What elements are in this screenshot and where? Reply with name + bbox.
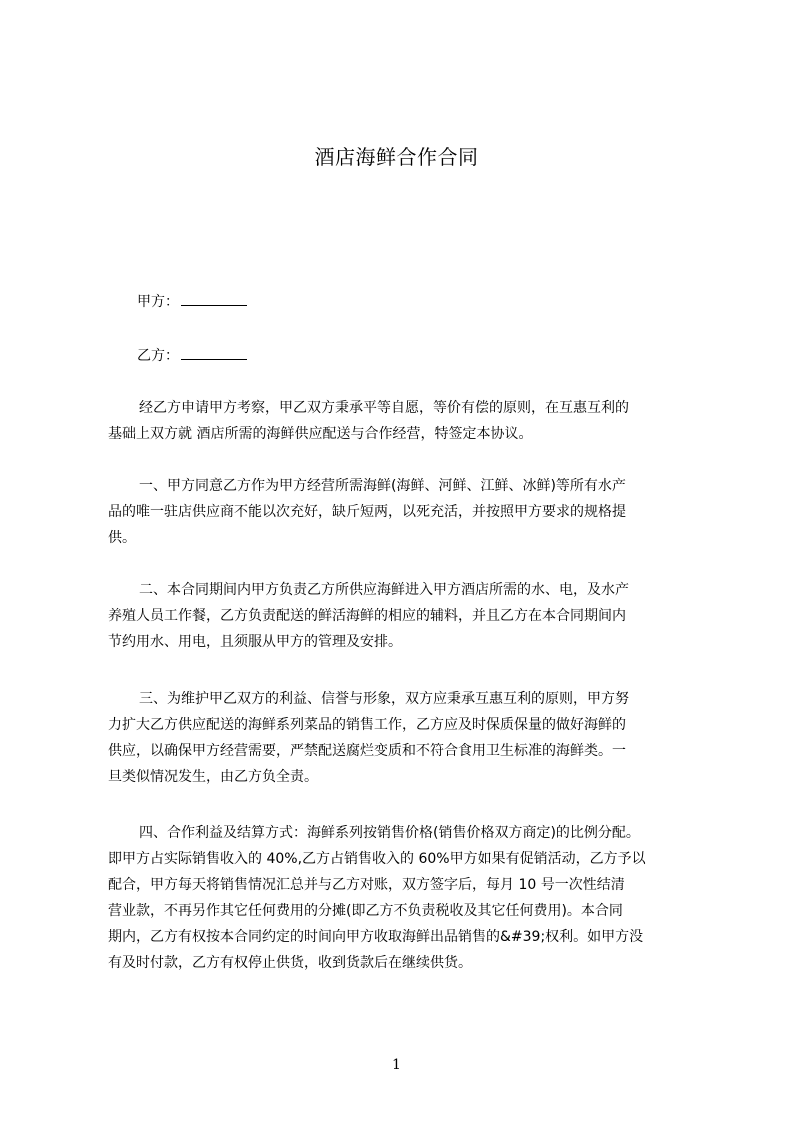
paragraph-line: 即甲方占实际销售收入的 40%,乙方占销售收入的 60%甲方如果有促销活动，乙方予以 xyxy=(108,851,646,867)
paragraph-line: 一、甲方同意乙方作为甲方经营所需海鲜(海鲜、河鲜、江鲜、冰鲜)等所有水产 xyxy=(139,478,626,494)
paragraph-line: 供。 xyxy=(108,530,136,546)
paragraph-clause-4 xyxy=(108,820,700,976)
paragraph-line: 配合，甲方每天将销售情况汇总并与乙方对账，双方签字后，每月 10 号一次性结清 xyxy=(108,877,625,893)
paragraph-line: 养殖人员工作餐，乙方负责配送的鲜活海鲜的相应的辅料，并且乙方在本合同期间内 xyxy=(108,608,626,624)
party-a-label: 甲方： xyxy=(137,294,179,310)
paragraph-line: 二、本合同期间内甲方负责乙方所供应海鲜进入甲方酒店所需的水、电，及水产 xyxy=(139,582,629,598)
paragraph-line: 力扩大乙方供应配送的海鲜系列菜品的销售工作，乙方应及时保质保量的做好海鲜的 xyxy=(108,717,626,733)
page-number: 1 xyxy=(392,1057,401,1073)
paragraph-line: 供应，以确保甲方经营需要，严禁配送腐烂变质和不符合食用卫生标准的海鲜类。一 xyxy=(108,743,626,759)
paragraph-clause-3 xyxy=(108,686,700,790)
party-b-line xyxy=(137,345,247,366)
paragraph-line: 三、为维护甲乙双方的利益、信誉与形象，双方应秉承互惠互利的原则，甲方努 xyxy=(139,691,629,707)
paragraph-line: 品的唯一驻店供应商不能以次充好，缺斤短两，以死充活，并按照甲方要求的规格提 xyxy=(108,504,626,520)
paragraph-line: 有及时付款，乙方有权停止供货，收到货款后在继续供货。 xyxy=(108,955,472,971)
party-b-blank xyxy=(181,345,247,360)
paragraph-line: 基础上双方就 酒店所需的海鲜供应配送与合作经营，特签定本协议。 xyxy=(108,426,533,442)
paragraph-line: 节约用水、用电，且须服从甲方的管理及安排。 xyxy=(108,634,402,650)
paragraph-clause-2 xyxy=(108,577,700,655)
paragraph-line: 期内，乙方有权按本合同约定的时间向甲方收取海鲜出品销售的&#39;权利。如甲方没 xyxy=(108,929,644,945)
contract-title: 酒店海鲜合作合同 xyxy=(314,145,479,169)
paragraph-line: 旦类似情况发生，由乙方负全责。 xyxy=(108,769,318,785)
paragraph-intro xyxy=(108,395,700,447)
party-a-line xyxy=(137,291,247,312)
paragraph-line: 经乙方申请甲方考察，甲乙双方秉承平等自愿，等价有偿的原则，在互惠互利的 xyxy=(139,400,629,416)
party-b-label: 乙方： xyxy=(137,348,179,364)
paragraph-line: 营业款，不再另作其它任何费用的分摊(即乙方不负责税收及其它任何费用)。本合同 xyxy=(108,903,623,919)
paragraph-line: 四、合作利益及结算方式：海鲜系列按销售价格(销售价格双方商定)的比例分配。 xyxy=(139,825,640,841)
party-a-blank xyxy=(181,291,247,306)
paragraph-clause-1 xyxy=(108,473,700,551)
